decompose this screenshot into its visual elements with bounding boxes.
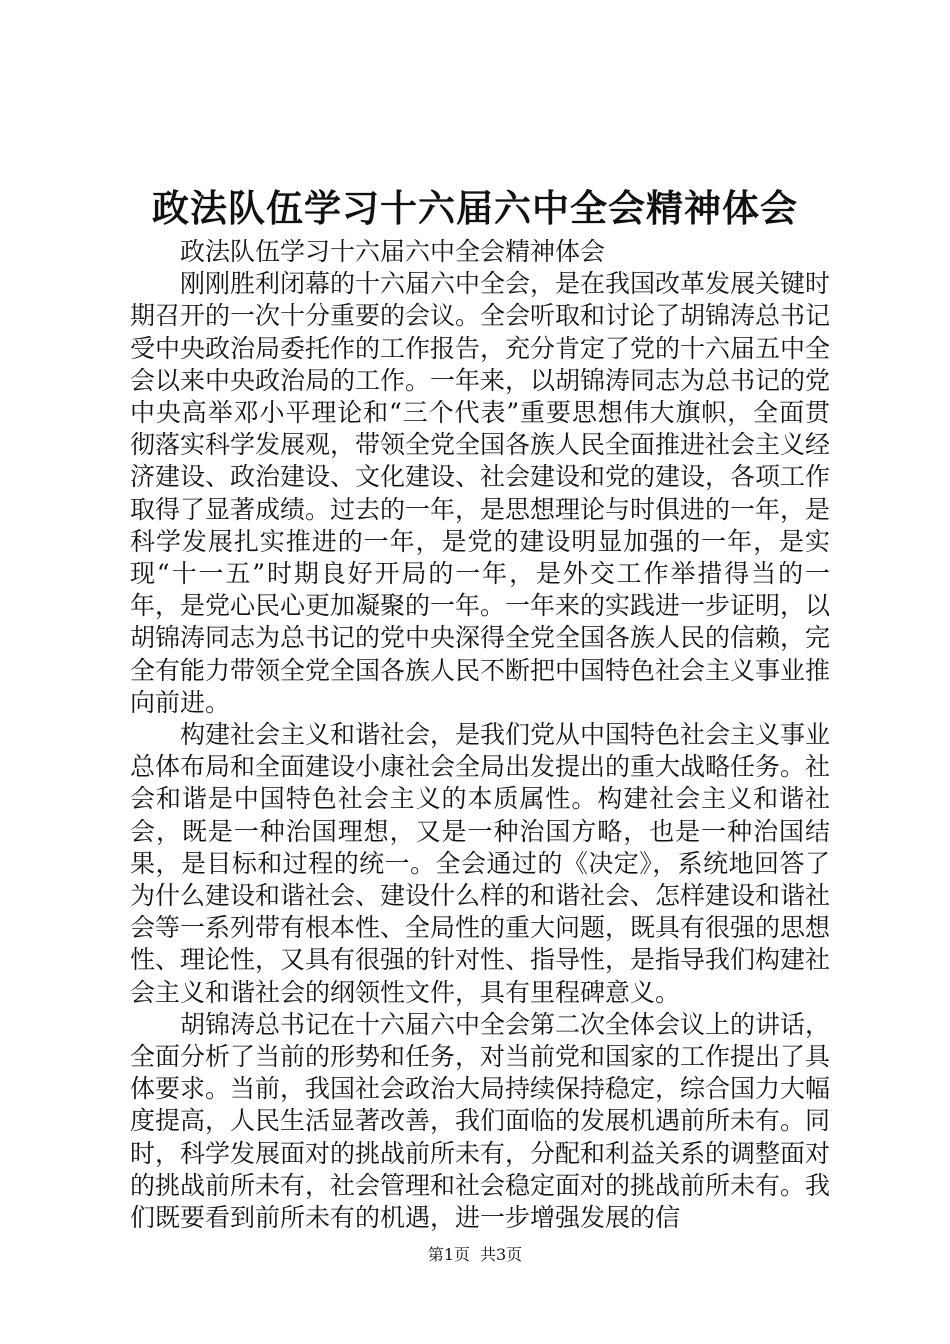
document-body bbox=[130, 236, 830, 1234]
page-total: 共3页 bbox=[480, 1245, 523, 1264]
document-title: 政法队伍学习十六届六中全会精神体会 bbox=[152, 186, 798, 230]
subtitle-paragraph: 政法队伍学习十六届六中全会精神体会 bbox=[180, 237, 606, 266]
page-footer bbox=[0, 1243, 950, 1267]
body-paragraph: 胡锦涛总书记在十六届六中全会第二次全体会议上的讲话，全面分析了当前的形势和任务，对当前党和国家的工作提出了具体要求。当前，我国社会政治大局持续保持稳定，综合国力大幅度提高，人民生活显著改善，我们面临的发展机遇前所未有。同时，科学发展面对的挑战前所未有，分配和利益关系的调整面对的挑战前所未有，社会管理和社会稳定面对的挑战前所未有。我们既要看到前所未有的机遇，进一步增强发展的信 bbox=[130, 1009, 831, 1233]
body-paragraph: 构建社会主义和谐社会，是我们党从中国特色社会主义事业总体布局和全面建设小康社会全局出发提出的重大战略任务。社会和谐是中国特色社会主义的本质属性。构建社会主义和谐社会，既是一种治国理想，又是一种治国方略，也是一种治国结果，是目标和过程的统一。全会通过的《决定》，系统地回答了为什么建设和谐社会、建设什么样的和谐社会、怎样建设和谐社会等一系列带有根本性、全局性的重大问题，既具有很强的思想性、理论性，又具有很强的针对性、指导性，是指导我们构建社会主义和谐社会的纲领性文件，具有里程碑意义。 bbox=[130, 720, 831, 1007]
body-paragraph: 刚刚胜利闭幕的十六届六中全会，是在我国改革发展关键时期召开的一次十分重要的会议。全会听取和讨论了胡锦涛总书记受中央政治局委托作的工作报告，充分肯定了党的十六届五中全会以来中央政治局的工作。一年来，以胡锦涛同志为总书记的党中央高举邓小平理论和“三个代表”重要思想伟大旗帜，全面贯彻落实科学发展观，带领全党全国各族人民全面推进社会主义经济建设、政治建设、文化建设、社会建设和党的建设，各项工作取得了显著成绩。过去的一年，是思想理论与时俱进的一年，是科学发展扎实推进的一年，是党的建设明显加强的一年，是实现“十一五”时期良好开局的一年，是外交工作举措得当的一年，是党心民心更加凝聚的一年。一年来的实践进一步证明，以胡锦涛同志为总书记的党中央深得全党全国各族人民的信赖，完全有能力带领全党全国各族人民不断把中国特色社会主义事业推向前进。 bbox=[130, 269, 831, 717]
page-number: 第1页 bbox=[427, 1245, 470, 1264]
